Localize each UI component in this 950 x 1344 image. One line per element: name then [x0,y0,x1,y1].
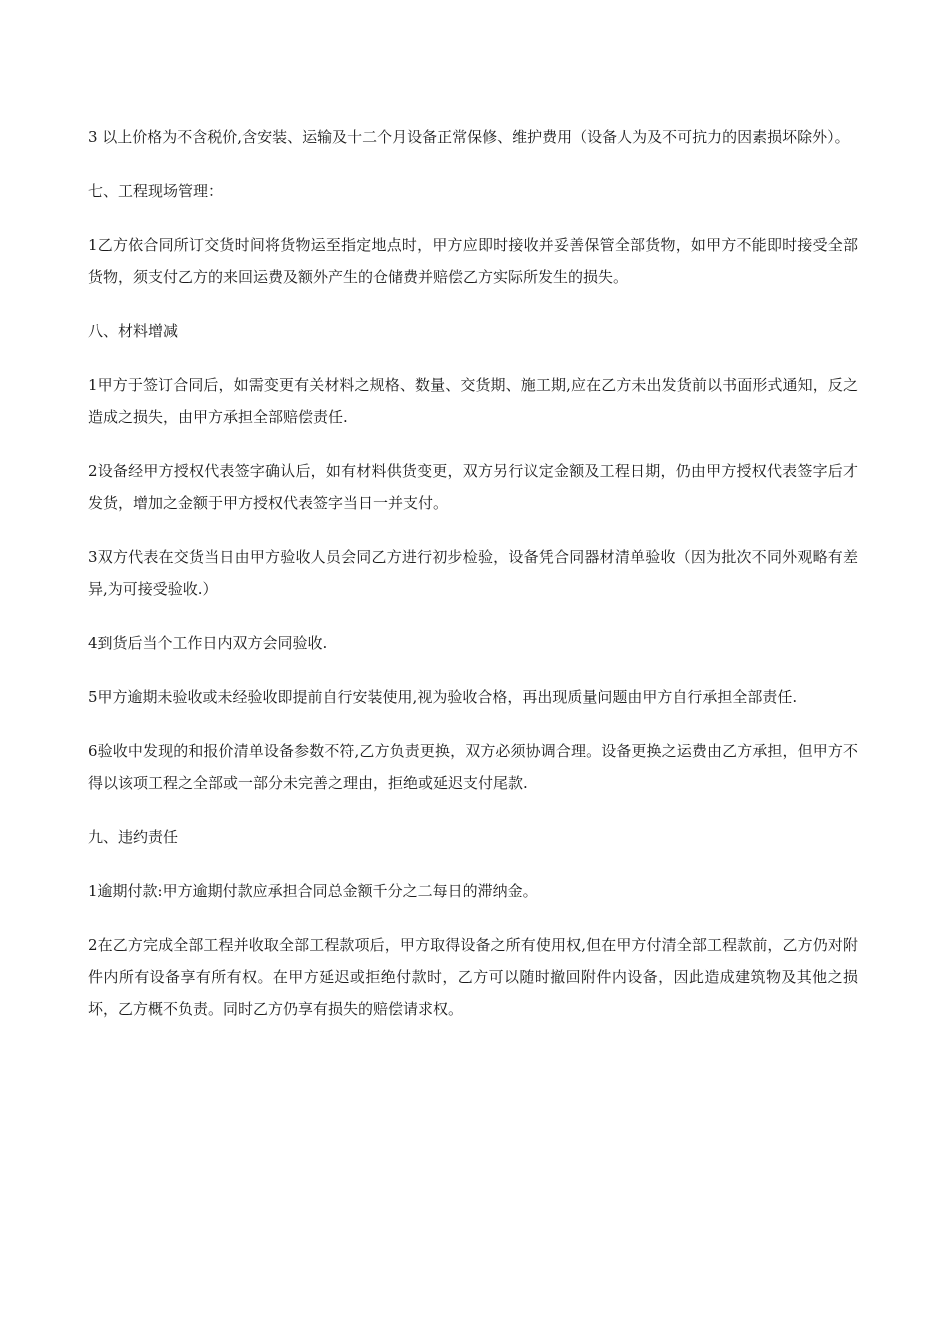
section-7-heading: 七、工程现场管理： [88,182,224,200]
clause-9-1-late-payment: 1逾期付款:甲方逾期付款应承担合同总金额千分之二每日的滞纳金。 [88,882,538,900]
document-body [88,121,858,1047]
clause-8-6-replacement: 6验收中发现的和报价清单设备参数不符,乙方负责更换，双方必须协调合理。设备更换之运费由乙方承担，但甲方不得以该项工程之全部或一部分未完善之理由，拒绝或延迟支付尾款. [88,742,858,792]
clause-8-5-overdue-acceptance: 5甲方逾期未验收或未经验收即提前自行安装使用,视为验收合格，再出现质量问题由甲方自行承担全部责任. [88,688,798,706]
clause-8-1-changes: 1甲方于签订合同后，如需变更有关材料之规格、数量、交货期、施工期,应在乙方未出发货前以书面形式通知，反之造成之损失，由甲方承担全部赔偿责任. [88,376,858,426]
section-9-heading: 九、违约责任 [88,828,179,846]
clause-9-2-ownership: 2在乙方完成全部工程并收取全部工程款项后，甲方取得设备之所有使用权,但在甲方付清全部工程款前，乙方仍对附件内所有设备享有所有权。在甲方延迟或拒绝付款时，乙方可以随时撤回附件内设备，因此造成建筑物及其他之损坏，乙方概不负责。同时乙方仍享有损失的赔偿请求权。 [88,936,858,1018]
section-8-heading: 八、材料增减 [88,322,179,340]
clause-8-4-acceptance: 4到货后当个工作日内双方会同验收. [88,634,328,652]
clause-7-1-delivery: 1乙方依合同所订交货时间将货物运至指定地点时，甲方应即时接收并妥善保管全部货物，如甲方不能即时接受全部货物，须支付乙方的来回运费及额外产生的仓储费并赔偿乙方实际所发生的损失。 [88,236,858,286]
clause-8-2-supply-change: 2设备经甲方授权代表签字确认后，如有材料供货变更，双方另行议定金额及工程日期，仍由甲方授权代表签字后才发货，增加之金额于甲方授权代表签字当日一并支付。 [88,462,858,512]
clause-6-3-price-terms: 3 以上价格为不含税价,含安装、运输及十二个月设备正常保修、维护费用（设备人为及不可抗力的因素损坏除外）。 [88,128,850,146]
clause-8-3-inspection: 3双方代表在交货当日由甲方验收人员会同乙方进行初步检验，设备凭合同器材清单验收（因为批次不同外观略有差异,为可接受验收.） [88,548,858,598]
